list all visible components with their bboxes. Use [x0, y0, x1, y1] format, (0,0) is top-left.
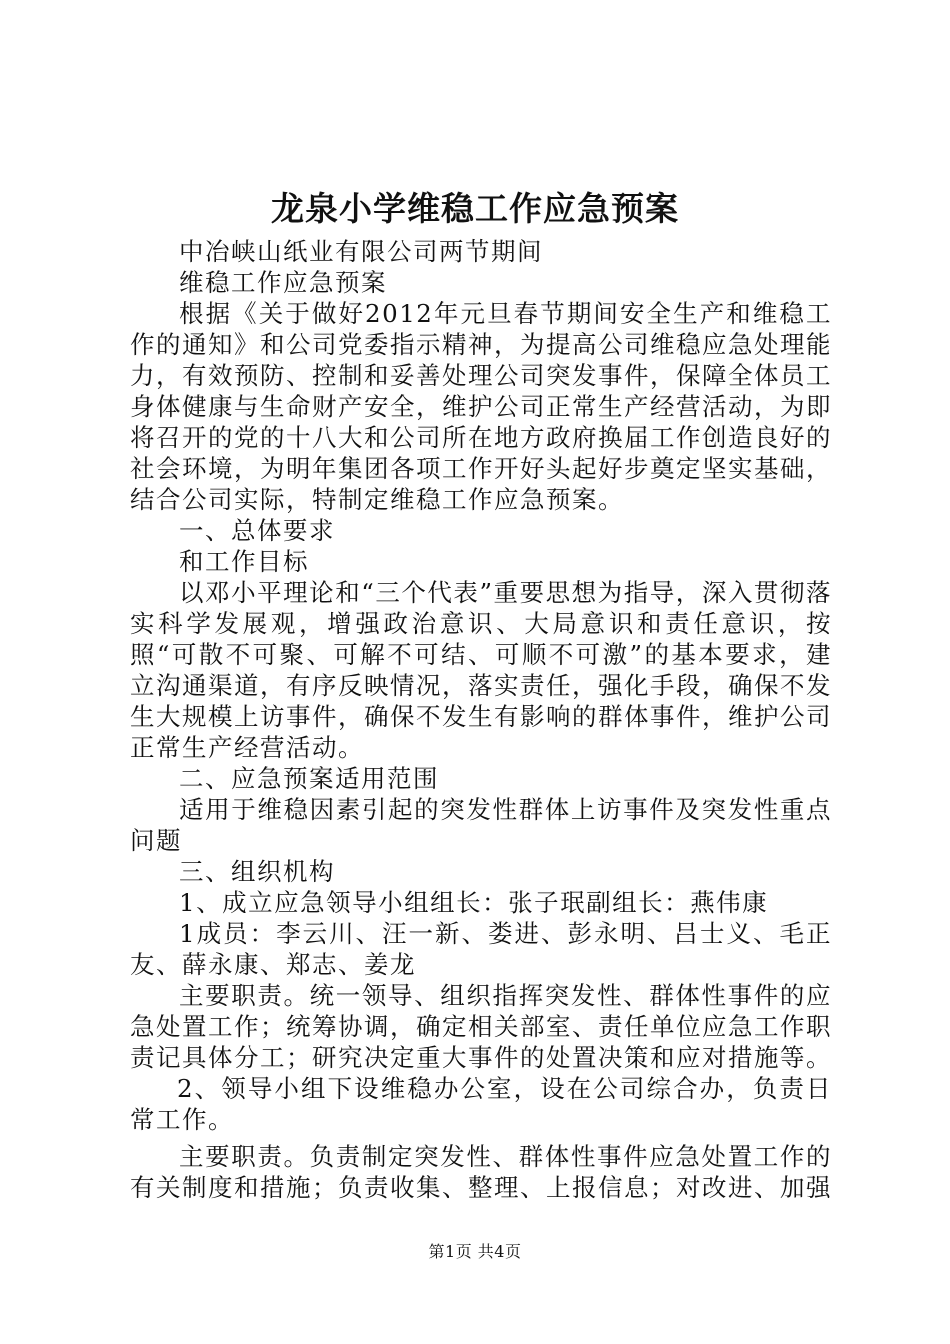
paragraph-group-duties: 主要职责。统一领导、组织指挥突发性、群体性事件的应急处置工作；统筹协调，确定相关部室、责任单位应急工作职责记具体分工；研究决定重大事件的处置决策和应对措施等。: [130, 981, 832, 1072]
section-heading-organization: 三、组织机构: [179, 857, 335, 886]
page-footer: 第1页 共4页: [428, 1242, 522, 1261]
paragraph-company-heading: 中冶峡山纸业有限公司两节期间: [179, 237, 543, 266]
paragraph-office-duties: 主要职责。负责制定突发性、群体性事件应急处置工作的有关制度和措施；负责收集、整理、上报信息；对改进、加强: [130, 1142, 832, 1202]
section-heading-general-requirements: 一、总体要求: [179, 516, 335, 545]
document-body: [130, 236, 832, 1203]
section-heading-scope: 二、应急预案适用范围: [179, 764, 439, 793]
paragraph-leading-group: 1、成立应急领导小组组长：张子珉副组长：燕伟康: [179, 888, 769, 917]
paragraph-members: 1成员：李云川、汪一新、娄进、彭永明、吕士义、毛正友、薛永康、郑志、姜龙: [130, 919, 832, 979]
paragraph-scope: 适用于维稳因素引起的突发性群体上访事件及突发性重点问题: [130, 795, 832, 855]
section-heading-work-goals: 和工作目标: [179, 547, 309, 576]
document-title: 龙泉小学维稳工作应急预案: [271, 189, 679, 228]
paragraph-office: 2、领导小组下设维稳办公室，设在公司综合办，负责日常工作。: [130, 1074, 832, 1134]
paragraph-plan-heading: 维稳工作应急预案: [179, 268, 387, 297]
paragraph-guiding-principles: 以邓小平理论和“三个代表”重要思想为指导，深入贯彻落实科学发展观，增强政治意识、大局意识和责任意识，按照“可散不可聚、可解不可结、可顺不可激”的基本要求，建立沟通渠道，有序反映情况，落实责任，强化手段，确保不发生大规模上访事件，确保不发生有影响的群体事件，维护公司正常生产经营活动。: [130, 578, 832, 762]
paragraph-intro: 根据《关于做好2012年元旦春节期间安全生产和维稳工作的通知》和公司党委指示精神，为提高公司维稳应急处理能力，有效预防、控制和妥善处理公司突发事件，保障全体员工身体健康与生命财产安全，维护公司正常生产经营活动，为即将召开的党的十八大和公司所在地方政府换届工作创造良好的社会环境，为明年集团各项工作开好头起好步奠定坚实基础，结合公司实际，特制定维稳工作应急预案。: [130, 299, 832, 514]
